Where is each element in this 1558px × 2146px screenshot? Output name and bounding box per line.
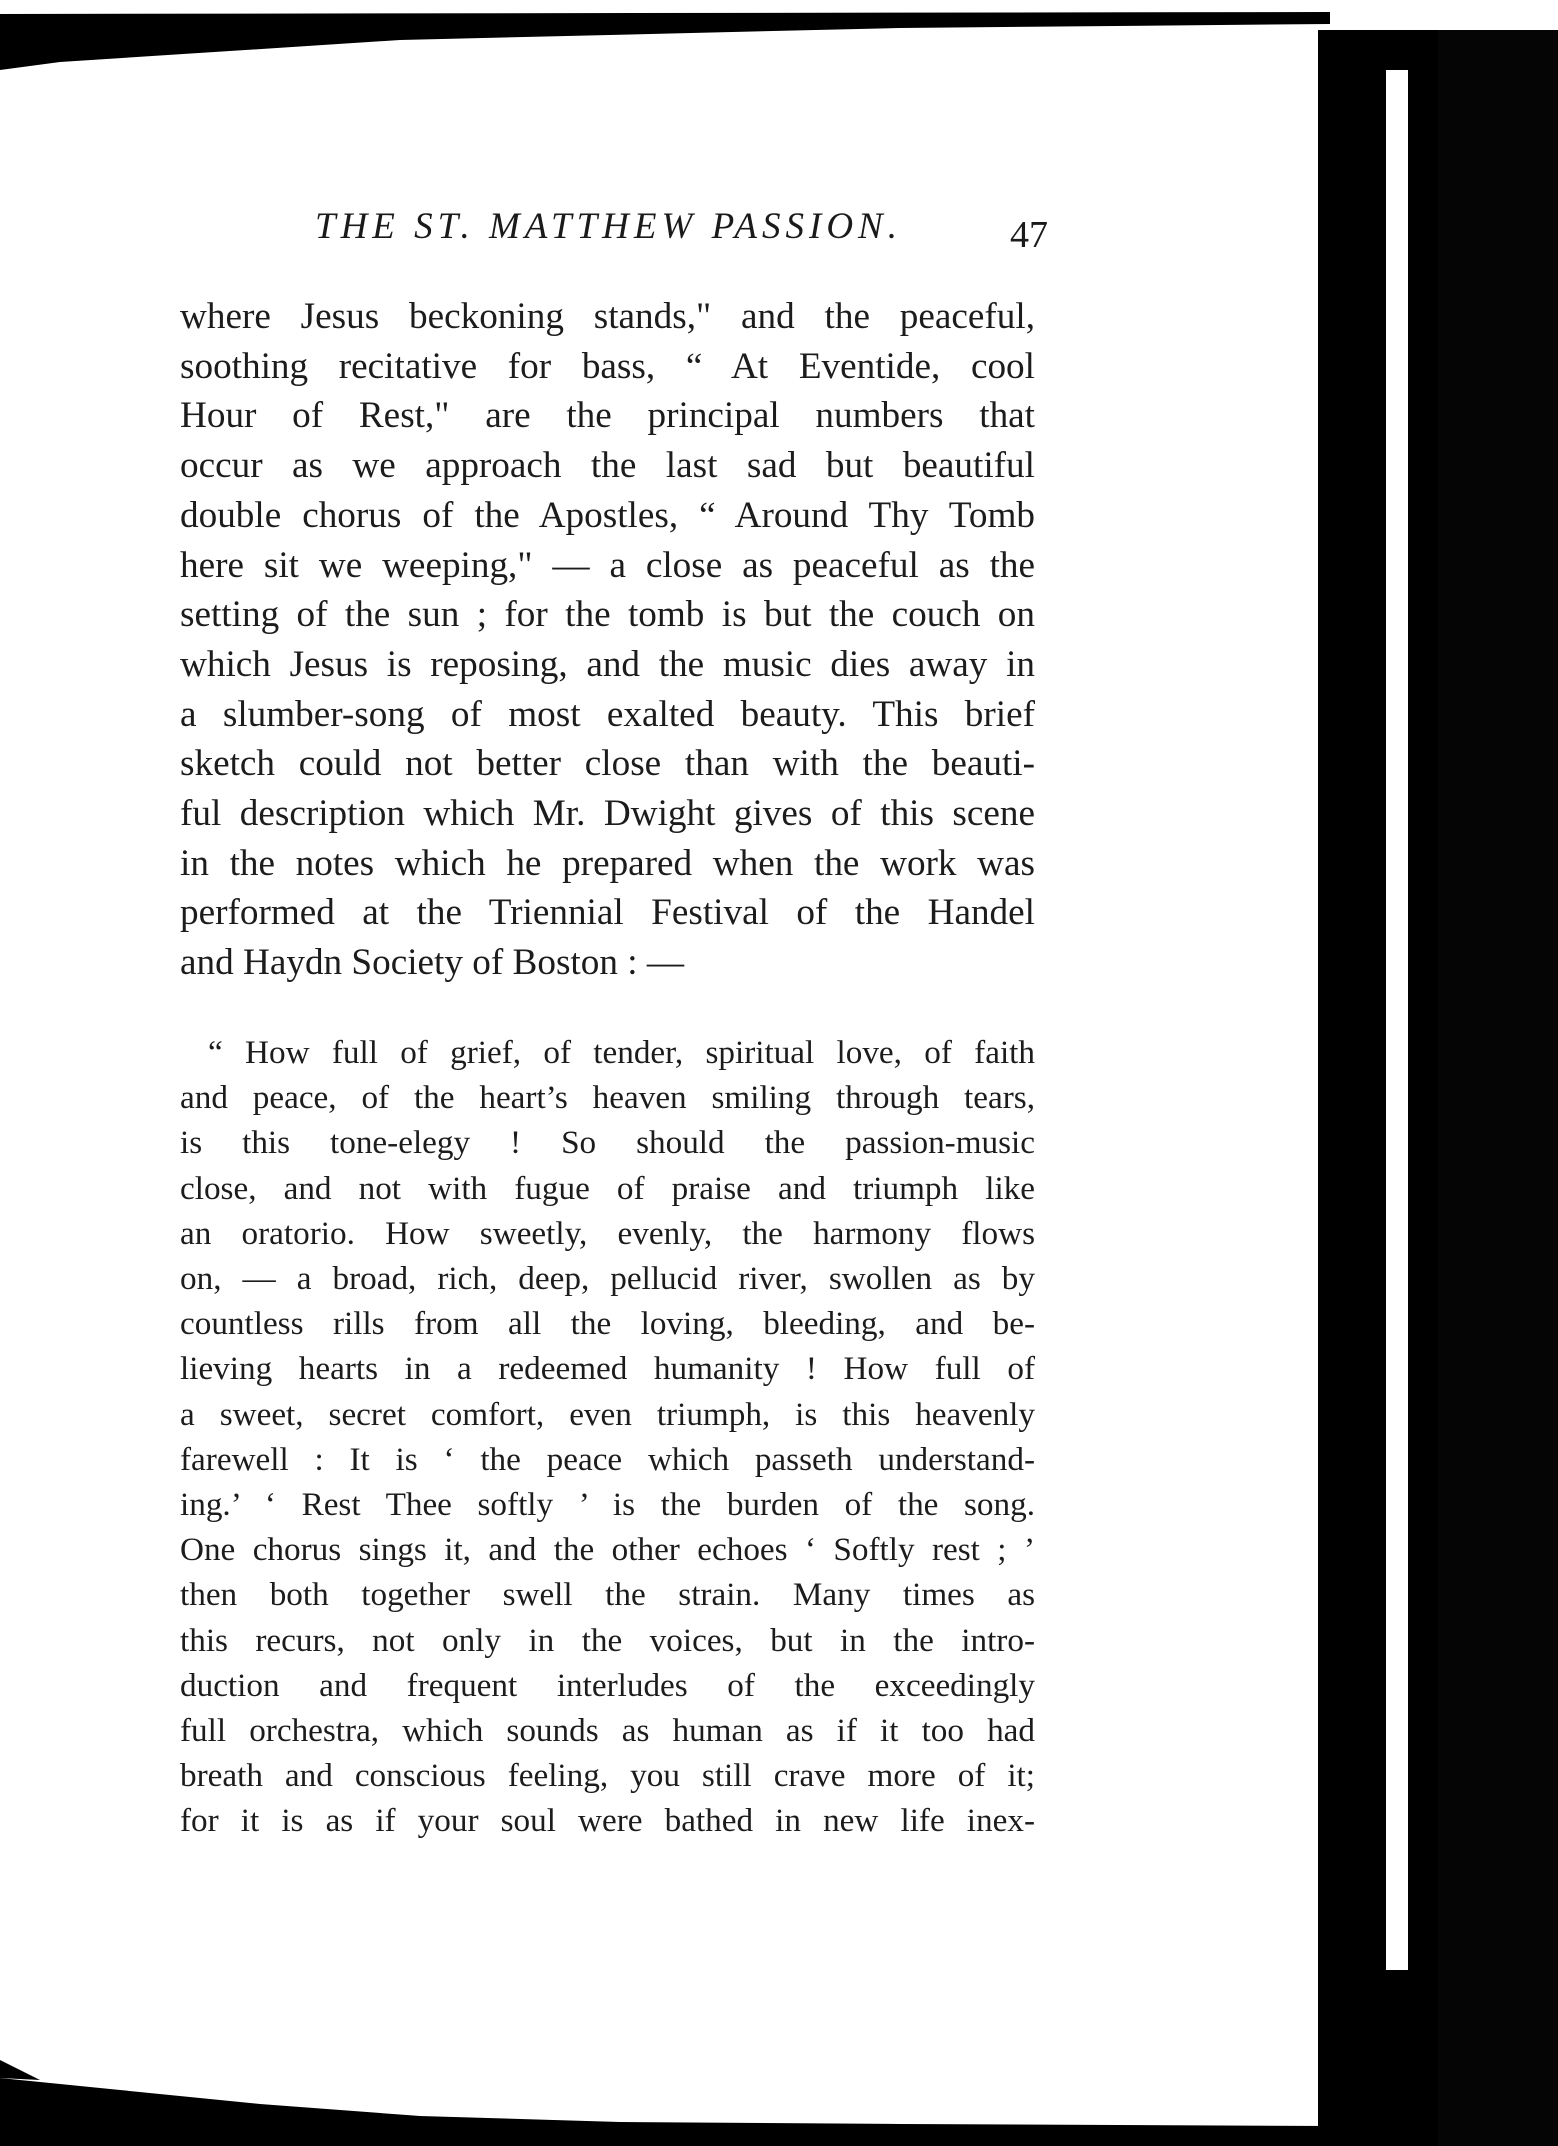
quote-line: ing.’ ‘ Rest Thee softly ’ is the burden of the song. [180, 1486, 1035, 1524]
quote-line: on, — a broad, rich, deep, pellucid river, swollen as by [180, 1260, 1035, 1298]
text-line: double chorus of the Apostles, “ Around Thy Tomb [180, 494, 1035, 536]
text-line: here sit we weeping," — a close as peaceful as the [180, 544, 1035, 586]
page-header [180, 205, 1048, 265]
quote-line: a sweet, secret comfort, even triumph, is this heavenly [180, 1395, 1035, 1433]
text-line: performed at the Triennial Festival of the Handel [180, 892, 1035, 934]
quote-line: One chorus sings it, and the other echoes ‘ Softly rest ; ’ [180, 1531, 1035, 1569]
text-line: setting of the sun ; for the tomb is but the couch on [180, 594, 1035, 636]
scan-right-edge-shadow [1318, 30, 1558, 2146]
text-line: and Haydn Society of Boston : — [180, 942, 685, 984]
scan-bottom-edge-shadow [0, 2060, 1558, 2146]
quote-line: close, and not with fugue of praise and triumph like [180, 1169, 1035, 1207]
quote-line: this recurs, not only in the voices, but in the intro- [180, 1621, 1035, 1659]
quote-line: farewell : It is ‘ the peace which passeth understand- [180, 1440, 1035, 1478]
quote-line: then both together swell the strain. Many times as [180, 1576, 1035, 1614]
text-line: where Jesus beckoning stands," and the peaceful, [180, 296, 1035, 337]
text-line: occur as we approach the last sad but beautiful [180, 445, 1035, 487]
quote-line: “ How full of grief, of tender, spiritual love, of faith [208, 1034, 1035, 1071]
scan-gutter [1438, 30, 1558, 2146]
quote-line: an oratorio. How sweetly, evenly, the harmony flows [180, 1214, 1035, 1252]
text-line: ful description which Mr. Dwight gives of this scene [180, 793, 1035, 835]
quote-line: lieving hearts in a redeemed humanity ! How full of [180, 1350, 1035, 1388]
block-quote [180, 1030, 1035, 1844]
quote-line: is this tone-elegy ! So should the passion-music [180, 1124, 1035, 1162]
quote-line: full orchestra, which sounds as human as if it too had [180, 1712, 1035, 1750]
text-line: sketch could not better close than with the beauti- [180, 743, 1035, 785]
quote-line: countless rills from all the loving, bleeding, and be- [180, 1305, 1035, 1343]
quote-line: duction and frequent interludes of the exceedingly [180, 1666, 1035, 1704]
text-line: soothing recitative for bass, “ At Eventide, cool [180, 345, 1035, 387]
page-number: 47 [1010, 214, 1048, 256]
running-title: THE ST. MATTHEW PASSION. [315, 206, 902, 247]
quote-line: breath and conscious feeling, you still crave more of it; [180, 1757, 1035, 1795]
scan-edge-highlight [1386, 70, 1408, 1970]
body-paragraph [180, 292, 1035, 988]
text-line: in the notes which he prepared when the work was [180, 842, 1035, 884]
quote-line: for it is as if your soul were bathed in new life inex- [180, 1802, 1035, 1840]
text-line: which Jesus is reposing, and the music dies away in [180, 643, 1035, 685]
text-line: Hour of Rest," are the principal numbers that [180, 395, 1035, 437]
text-line: a slumber-song of most exalted beauty. This brief [180, 693, 1035, 735]
quote-line: and peace, of the heart’s heaven smiling through tears, [180, 1079, 1035, 1117]
